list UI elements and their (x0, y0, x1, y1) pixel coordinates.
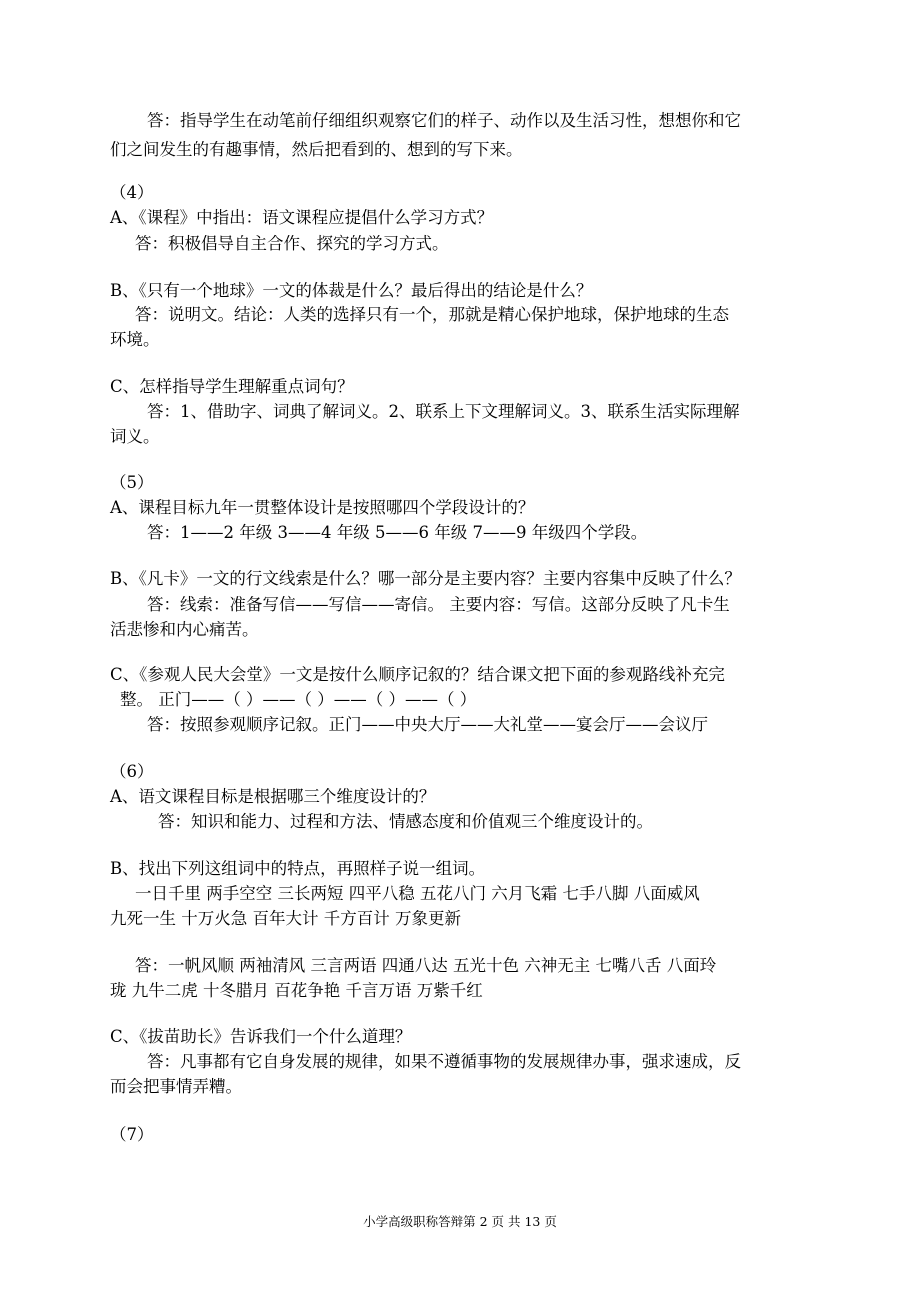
question: C、《参观人民大会堂》一文是按什么顺序记叙的？结合课文把下面的参观路线补充完 (110, 665, 725, 684)
question: B、《凡卡》一文的行文线索是什么？哪一部分是主要内容？主要内容集中反映了什么？ (110, 569, 741, 588)
section-number: （7） (110, 1125, 154, 1144)
answer: 答：凡事都有它自身发展的规律，如果不遵循事物的发展规律办事，强求速成，反 (147, 1052, 741, 1071)
section-number: （4） (110, 183, 154, 202)
answer: 答：知识和能力、过程和方法、情感态度和价值观三个维度设计的。 (158, 812, 653, 831)
section-number: （5） (110, 473, 154, 492)
answer-continued: 词义。 (110, 427, 160, 446)
answer: 答：1、借助字、词典了解词义。2、联系上下文理解词义。3、联系生活实际理解 (147, 402, 740, 421)
answer-continued: 环境。 (110, 330, 160, 349)
question: A、《课程》中指出：语文课程应提倡什么学习方式？ (110, 208, 494, 227)
answer-continued: 活悲惨和内心痛苦。 (110, 620, 259, 639)
answer: 答：按照参观顺序记叙。正门——中央大厅——大礼堂——宴会厅——会议厅 (147, 715, 708, 734)
question: C、《拔苗助长》告诉我们一个什么道理？ (110, 1027, 412, 1046)
answer: 答：1——2 年级 3——4 年级 5——6 年级 7——9 年级四个学段。 (147, 523, 648, 542)
answer: 答：一帆风顺 两袖清风 三言两语 四通八达 五光十色 六神无主 七嘴八舌 八面玲 (135, 956, 717, 975)
word-list: 一日千里 两手空空 三长两短 四平八稳 五花八门 六月飞霜 七手八脚 八面威风 (135, 884, 700, 903)
question-continued: 整。 正门——（ ）——（ ）——（ ）——（ ） (120, 690, 477, 709)
word-list: 九死一生 十万火急 百年大计 千方百计 万象更新 (110, 909, 461, 928)
section-number: （6） (110, 762, 154, 781)
question: B、《只有一个地球》一文的体裁是什么？最后得出的结论是什么？ (110, 281, 593, 300)
answer: 答：说明文。结论：人类的选择只有一个，那就是精心保护地球，保护地球的生态 (135, 305, 729, 324)
answer: 答：线索：准备写信——写信——寄信。 主要内容：写信。这部分反映了凡卡生 (147, 595, 730, 614)
answer-continued: 而会把事情弄糟。 (110, 1077, 242, 1096)
question: C、怎样指导学生理解重点词句？ (110, 377, 354, 396)
answer-continued: 珑 九牛二虎 十冬腊月 百花争艳 千言万语 万紫千红 (110, 981, 483, 1000)
text-line: 答：指导学生在动笔前仔细组织观察它们的样子、动作以及生活习性，想想你和它 (147, 111, 741, 130)
answer: 答：积极倡导自主合作、探究的学习方式。 (135, 234, 449, 253)
question: A、语文课程目标是根据哪三个维度设计的？ (110, 787, 436, 806)
page-footer: 小学高级职称答辩第 2 页 共 13 页 (363, 1214, 557, 1229)
question: B、找出下列这组词中的特点，再照样子说一组词。 (110, 859, 486, 878)
text-line: 们之间发生的有趣事情，然后把看到的、想到的写下来。 (110, 140, 523, 159)
question: A、课程目标九年一贯整体设计是按照哪四个学段设计的？ (110, 498, 535, 517)
